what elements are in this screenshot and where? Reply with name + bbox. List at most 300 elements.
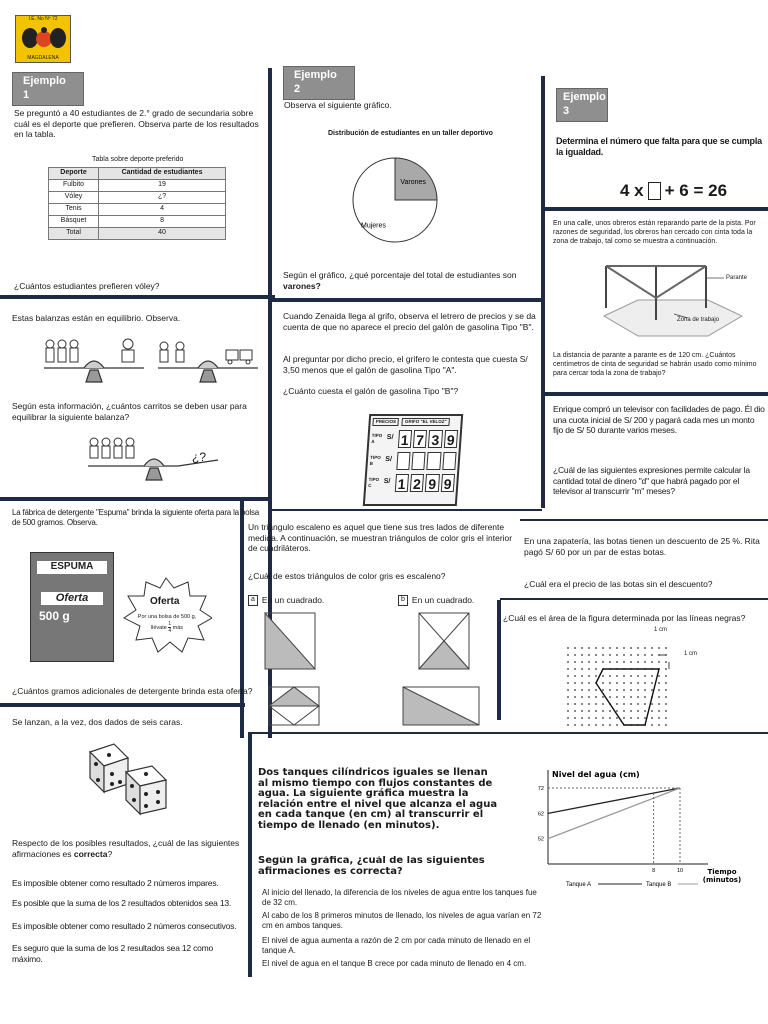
grid-dot: [567, 668, 569, 670]
divider-h7: [272, 509, 542, 511]
sign-digit: 7: [413, 430, 428, 448]
shoes-p1: En una zapatería, las botas tienen un descuento de 25 %. Rita pagó S/ 60 por un par de estas botas.: [524, 536, 760, 557]
grid-dot: [581, 689, 583, 691]
table-cell: 19: [99, 180, 226, 192]
grid-dot: [588, 717, 590, 719]
dice-option[interactable]: Es posible que la suma de los 2 resultados obtenidos sea 13.: [12, 898, 232, 908]
grid-dot: [581, 696, 583, 698]
series-line-a: [548, 788, 680, 813]
grid-dot: [616, 682, 618, 684]
grid-dot: [658, 682, 660, 684]
grid-dot: [567, 661, 569, 663]
tank-option[interactable]: Al cabo de los 8 primeros minutos de llenado, los niveles de agua varían en 72 cm en ambos tanques.: [262, 911, 542, 930]
tank-chart: [508, 768, 762, 894]
grid-dot: [623, 647, 625, 649]
grid-dot: [665, 696, 667, 698]
tanks-question: Según la gráfica, ¿cuál de las siguientes afirmaciones es correcta?: [258, 856, 485, 877]
grid-dot: [644, 696, 646, 698]
pie-label: Varones: [400, 178, 426, 186]
offer-title: Oferta: [150, 596, 180, 607]
grid-dot: [574, 661, 576, 663]
table-cell: Tenis: [49, 204, 99, 216]
tv-p2: ¿Cuál de las siguientes expresiones permite calcular la cantidad total de dinero "d" que habrá pagado por el televisor al transcurrir "m" meses?: [553, 465, 750, 497]
label-post: Parante: [726, 275, 748, 281]
grid-dot: [658, 689, 660, 691]
balance-unknown: [88, 432, 248, 482]
grid-dot: [623, 661, 625, 663]
grid-dot: [588, 703, 590, 705]
divider-v4: [240, 498, 244, 738]
school-logo: [15, 15, 71, 63]
grid-dot: [630, 710, 632, 712]
equation-blank-box: [648, 182, 661, 200]
tank-option[interactable]: Al inicio del llenado, la diferencia de los niveles de agua entre los tanques fue de 32 cm.: [262, 888, 537, 907]
grid-dot: [644, 689, 646, 691]
y-tick-label: 72: [537, 786, 544, 792]
sign-digit: 9: [444, 430, 459, 448]
dice-question-text: Respecto de los posibles resultados, ¿cuál de las siguientes afirmaciones es: [12, 838, 240, 859]
sign-digit: 3: [428, 430, 443, 448]
grid-dot: [588, 696, 590, 698]
grid-dot: [616, 689, 618, 691]
fraction-denominator: 4: [168, 628, 172, 635]
x-tick-label: 10: [676, 868, 684, 874]
tank-option[interactable]: El nivel de agua en el tanque B crece por cada minuto de llenado en 4 cm.: [262, 959, 527, 968]
tank-option[interactable]: El nivel de agua aumenta a razón de 2 cm por cada minuto de llenado en el tanque A.: [262, 936, 531, 955]
grid-dot: [609, 661, 611, 663]
grid-dot: [588, 724, 590, 726]
option-b-letter: b: [398, 595, 408, 606]
sign-row-label: TIPO A: [371, 433, 383, 444]
grid-dot: [574, 675, 576, 677]
grid-dot: [574, 710, 576, 712]
grid-dot: [588, 675, 590, 677]
divider-h6: [545, 392, 768, 396]
bag-brand: ESPUMA: [37, 561, 107, 574]
divider-h2: [0, 497, 270, 501]
option-b-text: En un cuadrado.: [411, 595, 475, 606]
grid-dot: [609, 682, 611, 684]
sign-title: GRIFO "EL VELOZ": [402, 418, 450, 426]
gas-p2: Al preguntar por dicho precio, el grifero le contesta que cuesta S/ 3,50 menos que el galón de gasolina Tipo "A".: [283, 354, 528, 375]
grid-dot: [651, 689, 653, 691]
table-row: [49, 204, 226, 216]
equation-left: 4 x: [620, 181, 644, 200]
grid-dot: [602, 689, 604, 691]
grid-dot: [616, 696, 618, 698]
sports-table: [48, 167, 226, 240]
equation-right: + 6 = 26: [664, 181, 728, 200]
x-axis-label: Tiempo (minutos): [702, 868, 742, 884]
grid-dot: [602, 724, 604, 726]
option-a-text: En un cuadrado.: [261, 595, 325, 606]
sign-row-currency: S/: [383, 478, 391, 486]
fraction-numerator: 1: [168, 620, 172, 627]
grid-dot: [630, 654, 632, 656]
grid-dot: [574, 647, 576, 649]
logo-emblem: [16, 22, 72, 52]
grid-dot: [637, 703, 639, 705]
grid-dot: [651, 710, 653, 712]
tag-example-2: Ejemplo 2: [283, 66, 355, 100]
grid-dot: [616, 661, 618, 663]
grid-dot: [581, 661, 583, 663]
grid-dot: [581, 668, 583, 670]
grid-dot: [665, 647, 667, 649]
grid-dot: [595, 654, 597, 656]
grid-dot: [651, 703, 653, 705]
sign-digit: 2: [410, 474, 425, 492]
grid-dot: [637, 675, 639, 677]
table-row: [49, 216, 226, 228]
grid-dot: [581, 717, 583, 719]
grid-dot: [602, 703, 604, 705]
grid-dot: [616, 717, 618, 719]
sign-row-currency: S/: [386, 434, 394, 442]
divider-h1: [0, 295, 275, 299]
grid-dot: [595, 724, 597, 726]
tag-example-3: Ejemplo 3: [556, 88, 608, 122]
grid-dot: [623, 675, 625, 677]
grid-dot: [567, 647, 569, 649]
label-1cm-h: 1 cm: [654, 627, 668, 633]
sign-row-label: TIPO B: [369, 455, 381, 466]
ex2-question-text: Según el gráfico, ¿qué porcentaje del total de estudiantes son: [283, 270, 517, 280]
divider-h10: [252, 732, 768, 734]
grid-dot: [616, 724, 618, 726]
grid-dot: [588, 661, 590, 663]
grid-dot: [644, 710, 646, 712]
grid-dot: [567, 682, 569, 684]
table-cell: ¿?: [99, 192, 226, 204]
pie-title: Distribución de estudiantes en un taller deportivo: [328, 130, 493, 137]
grid-dot: [567, 654, 569, 656]
sign-row-currency: S/: [384, 456, 393, 464]
grid-dot: [609, 710, 611, 712]
table-cell: Básquet: [49, 216, 99, 228]
grid-dot: [609, 689, 611, 691]
pie-label: Mujeres: [360, 222, 386, 230]
grid-dot: [630, 675, 632, 677]
grid-dot: [658, 710, 660, 712]
grid-dot: [588, 682, 590, 684]
price-sign: [363, 414, 463, 506]
grid-dot: [658, 675, 660, 677]
grid-dot: [602, 717, 604, 719]
triangle-intro: Un triángulo escaleno es aquel que tiene sus tres lados de diferente medida. A continuación, se muestran triángulos de color gris el interior de cuadriláteros.: [248, 522, 513, 554]
grid-dot: [602, 675, 604, 677]
ex2-question-bold: varones?: [283, 280, 321, 291]
street-question: La distancia de parante a parante es de 120 cm. ¿Cuántos centímetros de cinta de seguridad se habrán usado como mínimo para cercar toda la zona de trabajo?: [553, 352, 757, 377]
grid-dot: [581, 654, 583, 656]
grid-dot: [595, 647, 597, 649]
grid-dot: [637, 661, 639, 663]
sign-digit: [442, 452, 457, 470]
grid-dot: [637, 682, 639, 684]
grid-dot: [665, 661, 667, 663]
logo-top-text: I.E. No Nº 72: [28, 16, 58, 22]
table-cell: 4: [99, 204, 226, 216]
grid-dot: [644, 661, 646, 663]
divider-h9: [500, 598, 768, 600]
area-figure: [596, 669, 659, 725]
grid-dot: [623, 654, 625, 656]
gas-p3: ¿Cuánto cuesta el galón de gasolina Tipo "B"?: [283, 386, 459, 396]
grid-dot: [581, 675, 583, 677]
tv-p1: Enrique compró un televisor con facilidades de pago. Él dio una cuota inicial de S/ 200 y pagará cada mes un monto fijo de S/ 50 durante varios meses.: [553, 404, 765, 436]
grid-dot: [574, 668, 576, 670]
grid-dot: [595, 668, 597, 670]
offer-fraction: [168, 621, 171, 635]
dice-question: [12, 838, 244, 859]
grid-dot: [630, 703, 632, 705]
grid-dot: [665, 717, 667, 719]
grid-dot: [588, 668, 590, 670]
triangle-d: [402, 686, 480, 726]
grid-dot: [595, 696, 597, 698]
grid-dot: [644, 682, 646, 684]
grid-dot: [651, 647, 653, 649]
grid-dot: [658, 647, 660, 649]
grid-dot: [623, 717, 625, 719]
grid-dot: [602, 661, 604, 663]
grid-dot: [651, 724, 653, 726]
grid-dot: [588, 689, 590, 691]
grid-dot: [567, 675, 569, 677]
grid-dot: [595, 675, 597, 677]
grid-dot: [588, 647, 590, 649]
grid-dot: [581, 703, 583, 705]
grid-dot: [630, 689, 632, 691]
grid-dot: [602, 654, 604, 656]
grid-dot: [588, 710, 590, 712]
dice-option[interactable]: Es seguro que la suma de los 2 resultados sea 12 como máximo.: [12, 943, 214, 964]
label-1cm-v: 1 cm: [684, 651, 698, 657]
offer-text: [134, 614, 200, 634]
table-row: [49, 180, 226, 192]
ex1-question: ¿Cuántos estudiantes prefieren vóley?: [14, 281, 160, 291]
logo-bottom-text: MAGDALENA: [27, 54, 59, 61]
grid-dot: [581, 724, 583, 726]
grid-dot: [651, 654, 653, 656]
grid-dot: [630, 647, 632, 649]
sign-digit: 9: [425, 474, 440, 492]
grid-dot: [574, 724, 576, 726]
equation: [620, 180, 727, 201]
option-a[interactable]: [248, 595, 324, 606]
grid-dot: [609, 654, 611, 656]
x-tick-label: 8: [652, 868, 656, 874]
dice-intro: Se lanzan, a la vez, dos dados de seis caras.: [12, 717, 183, 727]
grid-dot: [567, 717, 569, 719]
grid-dot: [658, 661, 660, 663]
grid-dot: [567, 724, 569, 726]
grid-dot: [609, 717, 611, 719]
grid-dot: [595, 703, 597, 705]
triangle-c: [268, 686, 320, 726]
bag-weight: 500 g: [39, 609, 70, 624]
balance-intro: Estas balanzas están en equilibrio. Observa.: [12, 313, 181, 323]
ex2-question: [283, 270, 538, 291]
ex1-table-title: Tabla sobre deporte preferido: [92, 156, 184, 163]
table-cell: 40: [99, 228, 226, 240]
y-tick-label: 52: [537, 836, 544, 843]
detergent-question: ¿Cuántos gramos adicionales de detergente brinda esta oferta?: [12, 686, 253, 696]
grid-dot: [595, 717, 597, 719]
grid-dot: [651, 675, 653, 677]
grid-dot: [567, 710, 569, 712]
dice-question-end: ?: [107, 848, 113, 859]
grid-dot: [637, 717, 639, 719]
triangle-a: [264, 612, 316, 670]
grid-dot: [658, 703, 660, 705]
divider-h8: [520, 519, 768, 521]
grid-dot: [651, 717, 653, 719]
series-line-b: [548, 788, 680, 839]
divider-h5: [545, 207, 768, 211]
bag-label: Oferta: [41, 592, 103, 606]
grid-dot: [658, 696, 660, 698]
grid-dot: [665, 703, 667, 705]
label-work-zone: Zona de trabajo: [677, 317, 720, 323]
grid-dot: [588, 654, 590, 656]
sign-row: [371, 430, 458, 448]
grid-dot: [623, 703, 625, 705]
shoes-p2: ¿Cuál era el precio de las botas sin el descuento?: [524, 579, 713, 589]
pie-chart: [350, 148, 490, 258]
grid-dot: [574, 689, 576, 691]
table-header: Deporte: [49, 168, 99, 180]
grid-dot: [595, 710, 597, 712]
grid-dot: [665, 710, 667, 712]
grid-dot: [567, 689, 569, 691]
triangle-question: ¿Cuál de estos triángulos de color gris es escaleno?: [248, 571, 446, 581]
grid-dot: [609, 675, 611, 677]
balance-scales: [40, 330, 270, 388]
grid-dot: [637, 689, 639, 691]
grid-dot: [623, 696, 625, 698]
grid-dot: [623, 710, 625, 712]
ex2-intro: Observa el siguiente gráfico.: [284, 100, 392, 110]
grid-dot: [567, 703, 569, 705]
grid-dot: [581, 710, 583, 712]
grid-dot: [616, 647, 618, 649]
grid-dot: [644, 675, 646, 677]
grid-dot: [665, 689, 667, 691]
sign-label: PRECIOS: [372, 418, 399, 426]
grid-dot: [644, 647, 646, 649]
grid-dot: [665, 668, 667, 670]
sign-row-label: TIPO C: [368, 477, 380, 488]
street-intro: En una calle, unos obreros están reparando parte de la pista. Por razones de seguridad, los obreros han cercado con cinta toda la zona de trabajo, tal como se muestra a continuación.: [553, 220, 756, 245]
grid-dot: [665, 682, 667, 684]
table-row: [49, 192, 226, 204]
sign-digit: [427, 452, 442, 470]
grid-dot: [595, 689, 597, 691]
grid-dot: [644, 703, 646, 705]
table-cell: Vóley: [49, 192, 99, 204]
sign-digit: [411, 452, 426, 470]
grid-dot: [602, 710, 604, 712]
grid-dot: [651, 661, 653, 663]
grid-dot: [574, 682, 576, 684]
sign-row: [368, 474, 455, 492]
grid-dot: [630, 717, 632, 719]
grid-dot: [602, 696, 604, 698]
sign-digit: 1: [398, 430, 413, 448]
offer-text-main: Por una bolsa de 500 g, llévate: [137, 614, 197, 632]
divider-v3: [248, 732, 252, 977]
gas-p1: Cuando Zenaida llega al grifo, observa el letrero de precios y se da cuenta de que no aparece el precio del galón de gasolina Tipo "B".: [283, 311, 536, 332]
grid-dot: [644, 717, 646, 719]
tag-example-1: Ejemplo 1: [12, 72, 84, 106]
grid-dot: [574, 703, 576, 705]
dice-question-bold: correcta: [73, 848, 108, 859]
grid-dot: [630, 661, 632, 663]
option-a-letter: a: [248, 595, 258, 606]
sign-row: [369, 452, 456, 470]
table-cell: Total: [49, 228, 99, 240]
divider-h3: [0, 703, 245, 707]
ex1-intro: Se preguntó a 40 estudiantes de 2.° grado de secundaria sobre cuál es el deporte que prefieren. Observa parte de los resultados en la tabla.: [14, 108, 259, 140]
grid-dot: [616, 654, 618, 656]
table-cell: 8: [99, 216, 226, 228]
area-question: ¿Cuál es el área de la figura determinada por las líneas negras?: [503, 613, 746, 623]
grid-dot: [616, 703, 618, 705]
grid-dot: [665, 724, 667, 726]
street-illustration: [596, 258, 746, 340]
grid-dot: [574, 696, 576, 698]
grid-dot: [581, 647, 583, 649]
dice-option[interactable]: Es imposible obtener como resultado 2 números impares.: [12, 878, 219, 888]
divider-h4: [272, 298, 542, 302]
grid-dot: [616, 675, 618, 677]
detergent-bag: [30, 552, 114, 662]
table-cell: Fulbito: [49, 180, 99, 192]
dice-option[interactable]: Es imposible obtener como resultado 2 números consecutivos.: [12, 921, 237, 931]
grid-dot: [623, 682, 625, 684]
grid-dot: [658, 724, 660, 726]
y-tick-label: 62: [537, 811, 544, 818]
triangle-b: [418, 612, 470, 670]
grid-dot: [658, 717, 660, 719]
table-header: Cantidad de estudiantes: [99, 168, 226, 180]
detergent-intro: La fábrica de detergente "Espuma" brinda la siguiente oferta para la bolsa de 500 gramos. Observa.: [12, 508, 260, 527]
grid-dot: [602, 647, 604, 649]
grid-dot: [623, 689, 625, 691]
table-row: [49, 228, 226, 240]
sign-digit: 9: [440, 474, 455, 492]
grid-dot: [630, 696, 632, 698]
balance-question: Según esta información, ¿cuántos carritos se deben usar para equilibrar la siguiente balanza?: [12, 401, 247, 422]
chart-title: Nivel del agua (cm): [552, 770, 640, 779]
legend-tank-a: Tanque A: [566, 882, 592, 888]
grid-dot: [574, 654, 576, 656]
divider-v2: [541, 76, 545, 508]
grid-dot: [609, 647, 611, 649]
grid-dot: [609, 696, 611, 698]
grid-dot: [630, 682, 632, 684]
balance-unknown-label: ¿?: [192, 450, 207, 464]
grid-dot: [637, 710, 639, 712]
grid-dot: [637, 647, 639, 649]
option-b[interactable]: [398, 595, 474, 606]
grid-dot: [595, 661, 597, 663]
tanks-intro: Dos tanques cilíndricos iguales se llenan al mismo tiempo con flujos constantes de agua. La siguiente gráfica muestra la relación entre el nivel que alcanza el agua en cada tanque (en cm) al transcurrir el tiempo de llenado (en minutos).: [258, 767, 498, 831]
grid-dot: [665, 675, 667, 677]
dice-illustration: [84, 738, 174, 818]
grid-dot: [644, 654, 646, 656]
